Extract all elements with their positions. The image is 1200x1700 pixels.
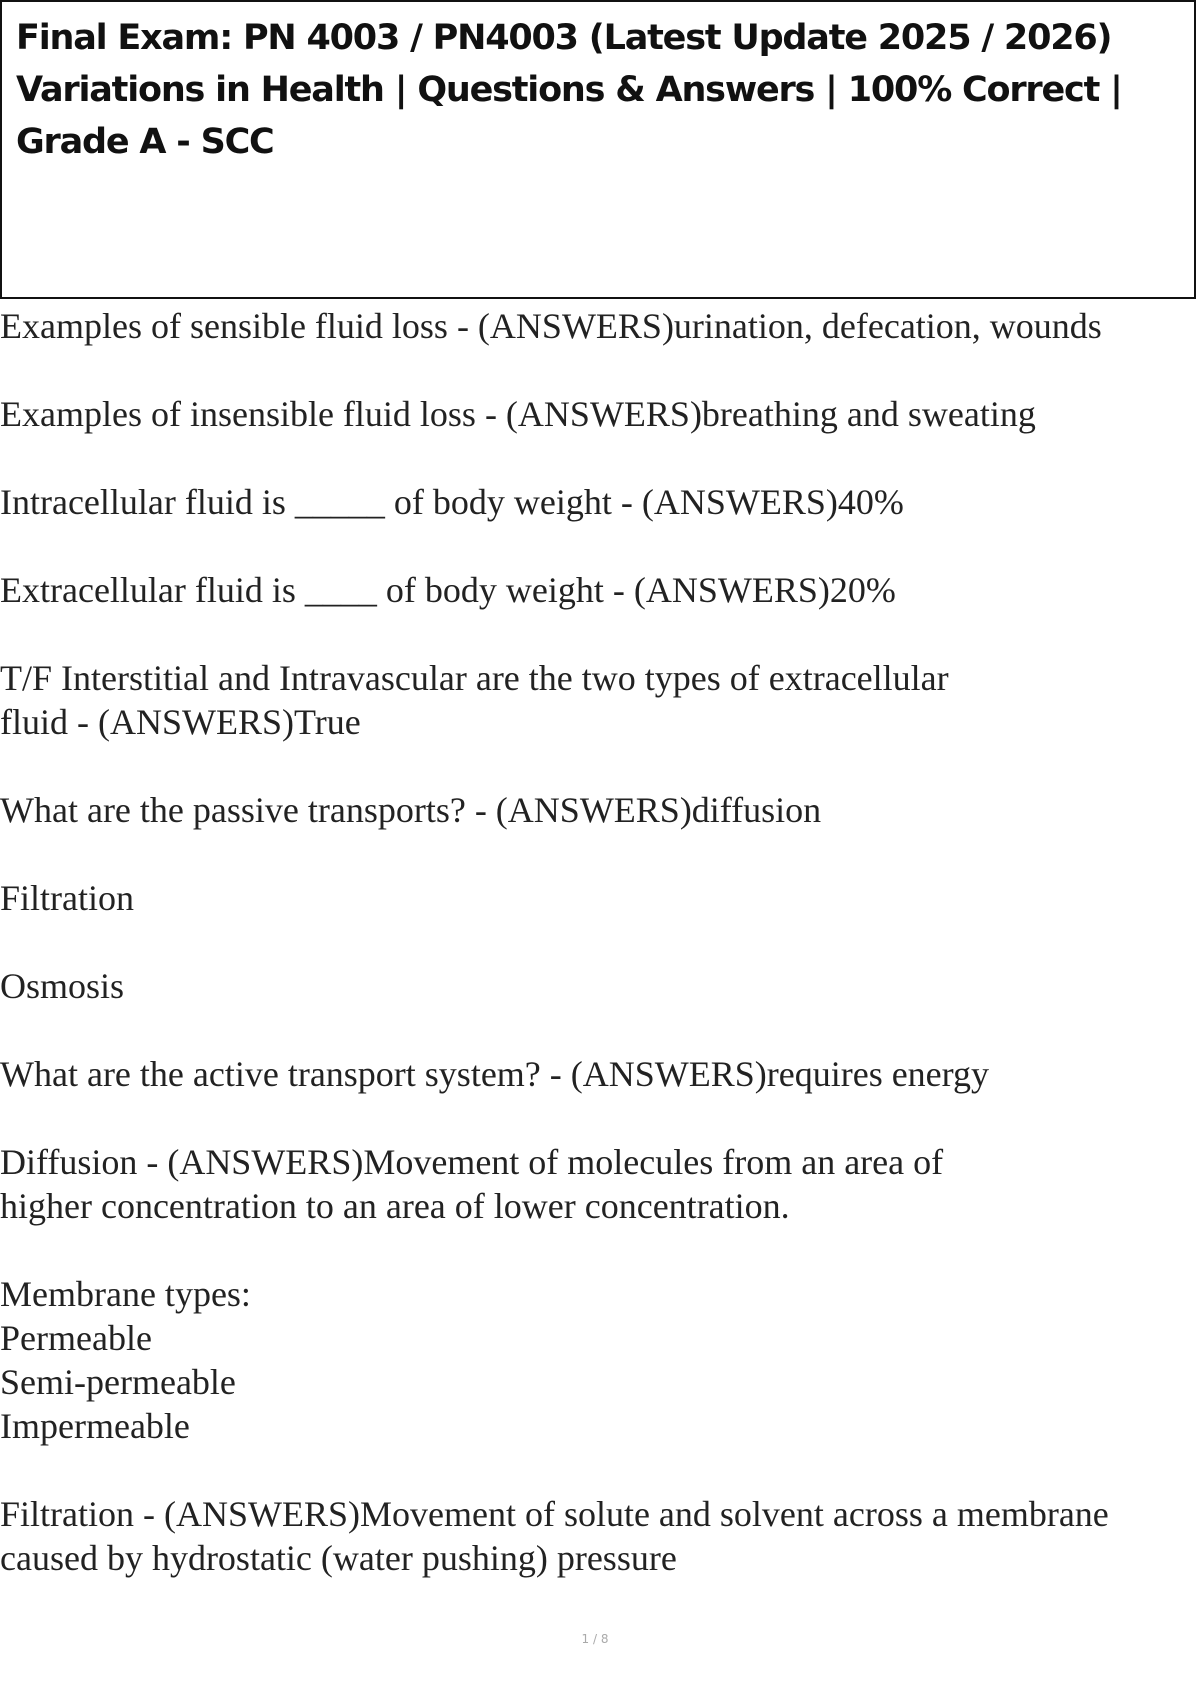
qa-item: Intracellular fluid is _____ of body weight - (ANSWERS)40% xyxy=(0,482,904,522)
qa-item: Diffusion - (ANSWERS)Movement of molecules from an area of higher concentration to an area of lower concentration. xyxy=(0,1142,944,1226)
qa-item: Filtration - (ANSWERS)Movement of solute and solvent across a membrane caused by hydrostatic (water pushing) pressure xyxy=(0,1494,1109,1578)
document-title-box xyxy=(0,0,1196,299)
qa-item: Filtration xyxy=(0,878,134,918)
qa-item: T/F Interstitial and Intravascular are the two types of extracellular fluid - (ANSWERS)True xyxy=(0,658,949,742)
qa-item: Examples of sensible fluid loss - (ANSWERS)urination, defecation, wounds xyxy=(0,306,1102,346)
membrane-types-heading: Membrane types: xyxy=(0,1274,251,1314)
qa-item: Extracellular fluid is ____ of body weight - (ANSWERS)20% xyxy=(0,570,896,610)
document-body xyxy=(0,304,1200,1624)
document-title: Final Exam: PN 4003 / PN4003 (Latest Update 2025 / 2026) Variations in Health | Questions & Answers | 100% Correct | Grade A - SCC xyxy=(16,18,1122,162)
page-number: 1 / 8 xyxy=(581,1632,609,1646)
qa-item: What are the passive transports? - (ANSWERS)diffusion xyxy=(0,790,822,830)
membrane-types-list xyxy=(0,1272,1200,1448)
qa-item: Osmosis xyxy=(0,966,125,1006)
membrane-type: Permeable xyxy=(0,1318,152,1358)
qa-item: Examples of insensible fluid loss - (ANSWERS)breathing and sweating xyxy=(0,394,1036,434)
membrane-type: Semi-permeable xyxy=(0,1362,236,1402)
membrane-type: Impermeable xyxy=(0,1406,190,1446)
qa-item: What are the active transport system? - (ANSWERS)requires energy xyxy=(0,1054,989,1094)
